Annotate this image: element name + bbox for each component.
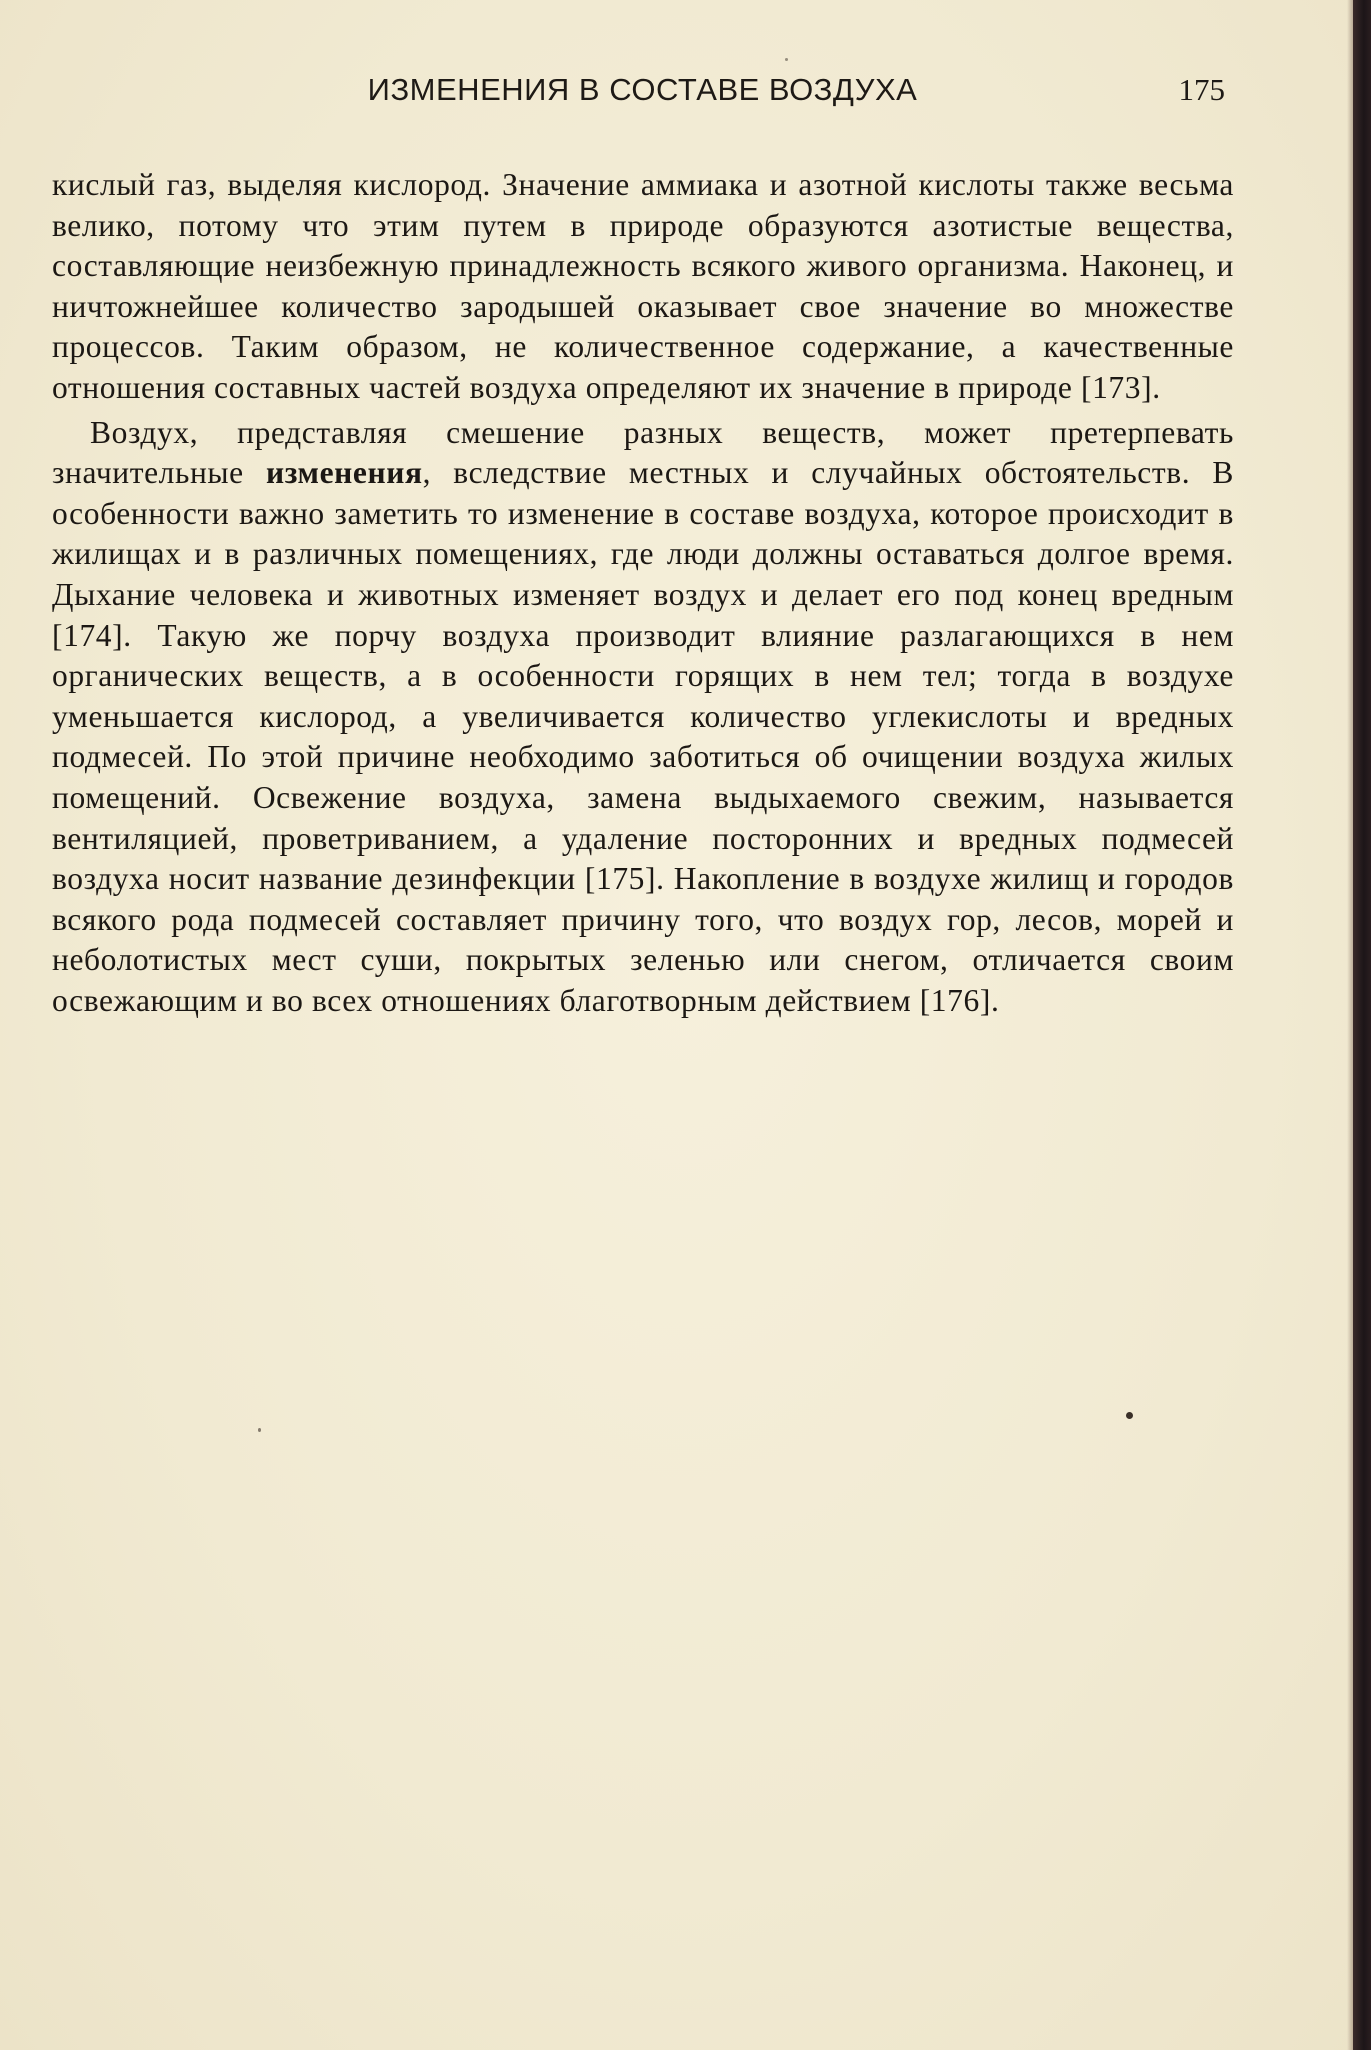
page-speck xyxy=(1126,1412,1133,1419)
paragraph-2-start: Воздух, представляя смешение разных веществ, может претерпевать значительные xyxy=(52,414,1234,491)
page-speck xyxy=(258,1428,261,1432)
page-number: 175 xyxy=(1178,72,1225,107)
paragraph-2 xyxy=(52,413,1234,1022)
paragraph-1: кислый газ, выделяя кислород. Значение аммиака и азотной кислоты также весьма велико, потому что этим путем в природе образуются азотистые вещества, составляющие неизбежную принадлежность всякого живого организма. Наконец, и ничтожнейшее количество зародышей оказывает свое значение во множестве процессов. Таким образом, не количественное содержание, а качественные отношения составных частей воздуха определяют их значение в природе [173]. xyxy=(52,167,1234,405)
body-text xyxy=(52,165,1234,1021)
page-header xyxy=(60,72,1225,124)
page-edge xyxy=(1353,0,1371,2050)
emphasized-term: изменения xyxy=(265,455,423,491)
page-speck xyxy=(785,58,788,61)
paragraph-2-rest: , вследствие местных и случайных обстоятельств. В особенности важно заметить то изменение в составе воздуха, которое происходит в жилищах и в различных помещениях, где люди должны оставаться долгое время. Дыхание человека и животных изменяет воздух и делает его под конец вредным [174]. Такую же порчу воздуха производит влияние разлагающихся в нем органических веществ, а в особенности горящих в нем тел; тогда в воздухе уменьшается кислород, а увеличивается количество углекислоты и вредных подмесей. По этой причине необходимо заботиться об очищении воздуха жилых помещений. Освежение воздуха, замена выдыхаемого свежим, называется вентиляцией, проветриванием, а удаление посторонних и вредных подмесей воздуха носит название дезинфекции [175]. Накопление в воздухе жилищ и городов всякого рода подмесей составляет причину того, что воздух гор, лесов, морей и неболотистых мест суши, покрытых зеленью или снегом, отличается своим освежающим и во всех отношениях благотворным действием [176]. xyxy=(52,455,1234,1018)
running-title: ИЗМЕНЕНИЯ В СОСТАВЕ ВОЗДУХА xyxy=(367,72,918,107)
